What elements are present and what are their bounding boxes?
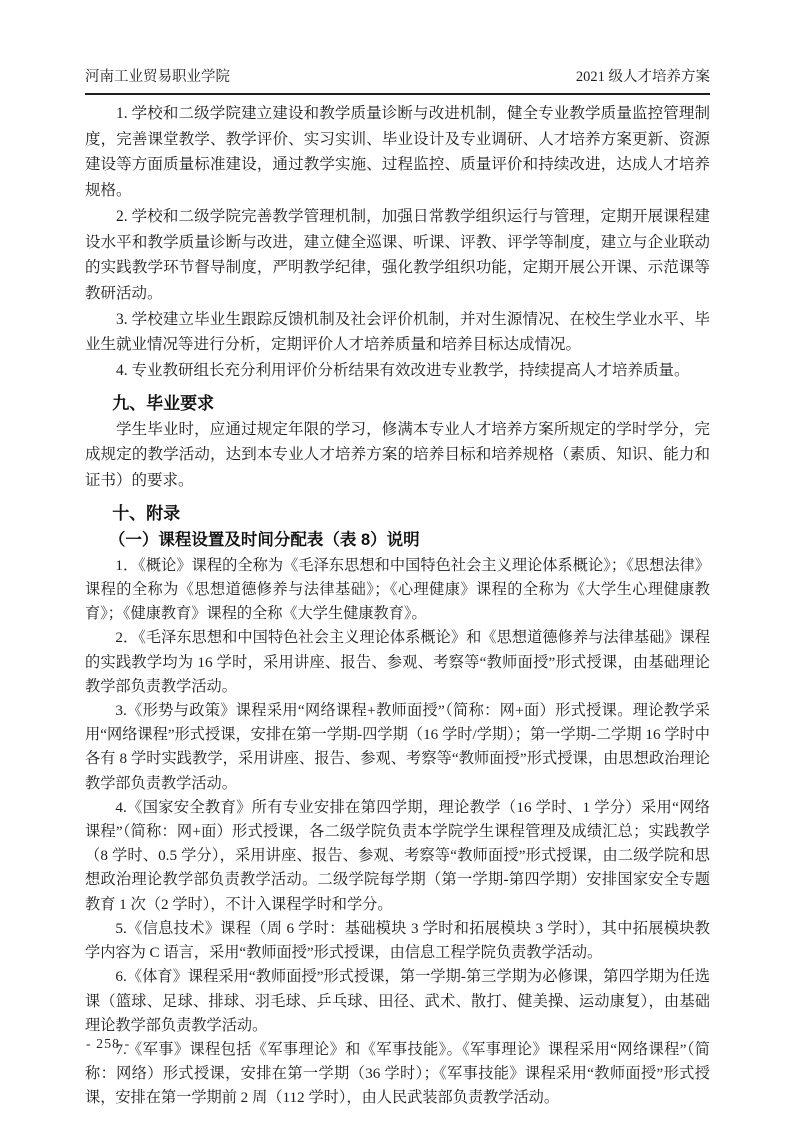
appendix-item-1: 1．《概论》课程的全称为《毛泽东思想和中国特色社会主义理论体系概论》；《思想法律》课程的全称为《思想道德修养与法律基础》；《心理健康》课程的全称为《大学生心理健康教育》；《健康教育》课程的全称《大学生健康教育》。: [85, 556, 710, 623]
appendix-item-3: 3.《形势与政策》课程采用“网络课程+教师面授”（简称：网+面）形式授课。理论教学采用“网络课程”形式授课，安排在第一学期-四学期（16 学时/学期）；第一学期-二学期 16 学时中各有 8 学时实践教学，采用讲座、报告、参观、考察等“教师面授”形式授课，由思想政治理论教学部负责教学活动。: [85, 702, 710, 792]
header-school-name: 河南工业贸易职业学院: [85, 69, 230, 85]
section-heading-appendix: 十、附录: [112, 503, 181, 523]
header-doc-title: 2021 级人才培养方案: [575, 69, 710, 85]
quality-paragraph-1: 1. 学校和二级学院建立建设和教学质量诊断与改进机制，健全专业教学质量监控管理制度，完善课堂教学、教学评价、实习实训、毕业设计及专业调研、人才培养方案更新、资源建设等方面质量标准建设，通过教学实施、过程监控、质量评价和持续改进，达成人才培养规格。: [85, 105, 710, 200]
quality-paragraph-4: 4. 专业教研组长充分利用评价分析结果有效改进专业教学，持续提高人才培养质量。: [116, 362, 690, 380]
appendix-item-5: 5.《信息技术》课程（周 6 学时：基础模块 3 学时和拓展模块 3 学时），其中拓展模块教学内容为 C 语言，采用“教师面授”形式授课，由信息工程学院负责教学活动。: [85, 919, 710, 962]
appendix-item-7: 7.《军事》课程包括《军事理论》和《军事技能》。《军事理论》课程采用“网络课程”（简称：网络）形式授课，安排在第一学期（36 学时）；《军事技能》课程采用“教师面授”形式授课，安排在第一学期前 2 周（112 学时），由人民武装部负责教学活动。: [85, 1040, 710, 1107]
appendix-item-4: 4.《国家安全教育》所有专业安排在第四学期，理论教学（16 学时、1 学分）采用“网络课程”（简称：网+面）形式授课，各二级学院负责本学院学生课程管理及成绩汇总；实践教学（8 学时、0.5 学分），采用讲座、报告、参观、考察等“教师面授”形式授课，由二级学院和思想政治理论教学部负责教学活动。二级学院每学期（第一学期-第四学期）安排国家安全专题教育 1 次（2 学时），不计入课程学时和学分。: [85, 798, 710, 913]
page-number: - 258 -: [86, 1037, 131, 1052]
quality-paragraph-3: 3. 学校建立毕业生跟踪反馈机制及社会评价机制，并对生源情况、在校生学业水平、毕业生就业情况等进行分析，定期评价人才培养质量和培养目标达成情况。: [85, 310, 710, 354]
appendix-item-2: 2．《毛泽东思想和中国特色社会主义理论体系概论》和《思想道德修养与法律基础》课程的实践教学均为 16 学时，采用讲座、报告、参观、考察等“教师面授”形式授课，由基础理论教学部负责教学活动。: [85, 629, 710, 695]
section-heading-graduation-requirements: 九、毕业要求: [112, 393, 215, 413]
page-header: [85, 69, 710, 95]
graduation-paragraph: 学生毕业时，应通过规定年限的学习，修满本专业人才培养方案所规定的学时学分，完成规定的教学活动，达到本专业人才培养方案的培养目标和培养规格（素质、知识、能力和证书）的要求。: [85, 420, 710, 490]
appendix-item-6: 6.《体育》课程采用“教师面授”形式授课，第一学期-第三学期为必修课，第四学期为任选课（篮球、足球、排球、羽毛球、乒乓球、田径、武术、散打、健美操、运动康复），由基础理论教学部负责教学活动。: [85, 968, 710, 1034]
document-body: [85, 101, 710, 1111]
appendix-subheading-course-schedule-notes: （一）课程设置及时间分配表（表 8）说明: [108, 530, 420, 549]
quality-paragraph-2: 2. 学校和二级学院完善教学管理机制，加强日常教学组织运行与管理，定期开展课程建设水平和教学质量诊断与改进，建立健全巡课、听课、评教、评学等制度，建立与企业联动的实践教学环节督导制度，严明教学纪律，强化教学组织功能，定期开展公开课、示范课等教研活动。: [85, 207, 710, 302]
